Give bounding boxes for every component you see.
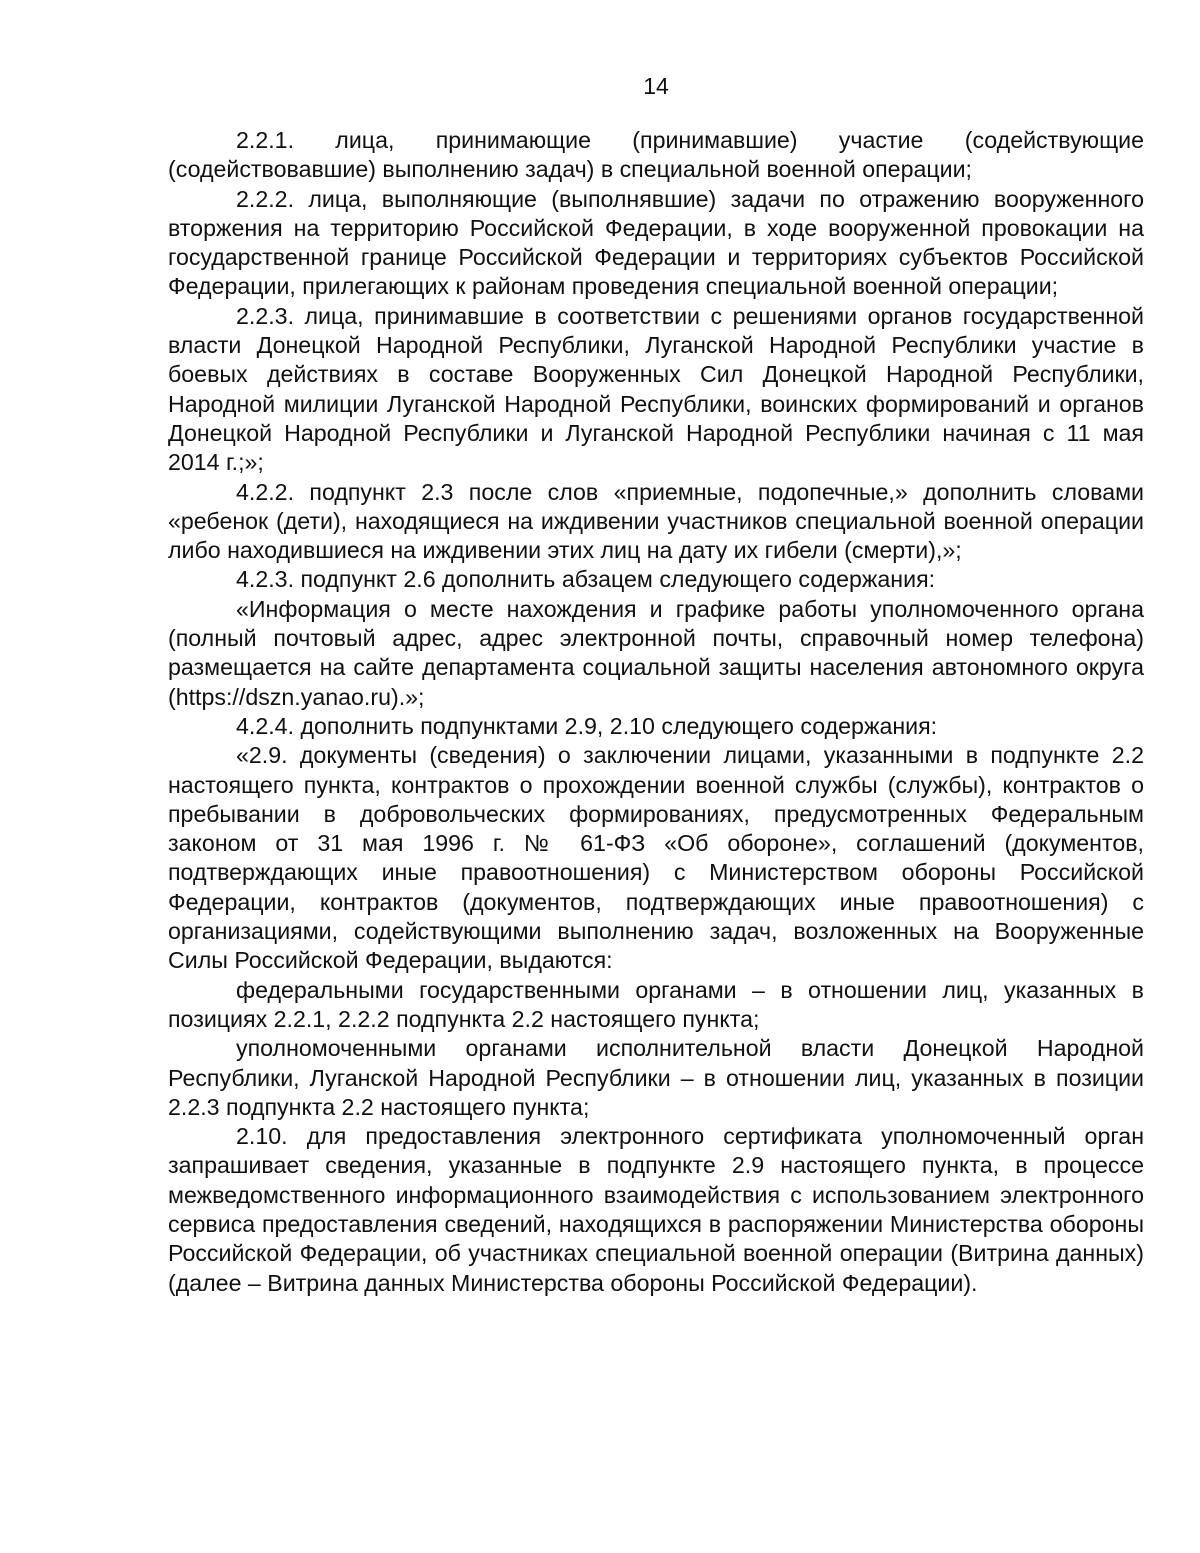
paragraph-authorized-bodies: уполномоченными органами исполнительной власти Донецкой Народной Республики, Луганской Народной Республики – в отношении лиц, указанных в позиции 2.2.3 подпункта 2.2 настоящего пункта; (168, 1035, 1144, 1120)
document-body (168, 126, 1144, 1298)
paragraph-2-2-3: 2.2.3. лица, принимавшие в соответствии с решениями органов государственной власти Донецкой Народной Республики, Луганской Народной Республики участие в боевых действиях в составе Вооруженных Сил Донецкой Народной Республики, Народной милиции Луганской Народной Республики, воинских формирований и органов Донецкой Народной Республики и Луганской Народной Республики начиная с 11 мая 2014 г.;»; (168, 302, 1144, 476)
paragraph-2-9: «2.9. документы (сведения) о заключении лицами, указанными в подпункте 2.2 настоящего пункта, контрактов о прохождении военной службы (службы), контрактов о пребывании в добровольческих формированиях, предусмотренных Федеральным законом от 31 мая 1996 г. № 61-ФЗ «Об обороне», соглашений (документов, подтверждающих иные правоотношения) с Министерством обороны Российской Федерации, контрактов (документов, подтверждающих иные правоотношения) с организациями, содействующими выполнению задач, возложенных на Вооруженные Силы Российской Федерации, выдаются: (168, 742, 1144, 974)
paragraph-federal-bodies: федеральными государственными органами – в отношении лиц, указанных в позициях 2.2.1, 2.2.2 подпункта 2.2 настоящего пункта; (168, 976, 1144, 1032)
paragraph-2-10: 2.10. для предоставления электронного сертификата уполномоченный орган запрашивает сведения, указанные в подпункте 2.9 настоящего пункта, в процессе межведомственного информационного взаимодействия с использованием электронного сервиса предоставления сведений, находящихся в распоряжении Министерства обороны Российской Федерации, об участниках специальной военной операции (Витрина данных) (далее – Витрина данных Министерства обороны Российской Федерации). (168, 1123, 1144, 1296)
paragraph-2-2-1: 2.2.1. лица, принимающие (принимавшие) участие (содействующие (содействовавшие) выполнению задач) в специальной военной операции; (168, 127, 1144, 183)
paragraph-4-2-4: 4.2.4. дополнить подпунктами 2.9, 2.10 следующего содержания: (236, 712, 938, 739)
page-number: 14 (643, 73, 669, 99)
paragraph-4-2-2: 4.2.2. подпункт 2.3 после слов «приемные, подопечные,» дополнить словами «ребенок (дети), находящиеся на иждивении участников специальной военной операции либо находившиеся на иждивении этих лиц на дату их гибели (смерти),»; (168, 478, 1144, 564)
paragraph-4-2-3: 4.2.3. подпункт 2.6 дополнить абзацем следующего содержания: (236, 566, 936, 593)
paragraph-2-2-2: 2.2.2. лица, выполняющие (выполнявшие) задачи по отражению вооруженного вторжения на территорию Российской Федерации, в ходе вооруженной провокации на государственной границе Российской Федерации и территориях субъектов Российской Федерации, прилегающих к районам проведения специальной военной операции; (168, 185, 1144, 300)
paragraph-information-quote: «Информация о месте нахождения и графике работы уполномоченного органа (полный почтовый адрес, адрес электронной почты, справочный номер телефона) размещается на сайте департамента социальной защиты населения автономного округа (https://dszn.yanao.ru).»; (168, 595, 1144, 710)
